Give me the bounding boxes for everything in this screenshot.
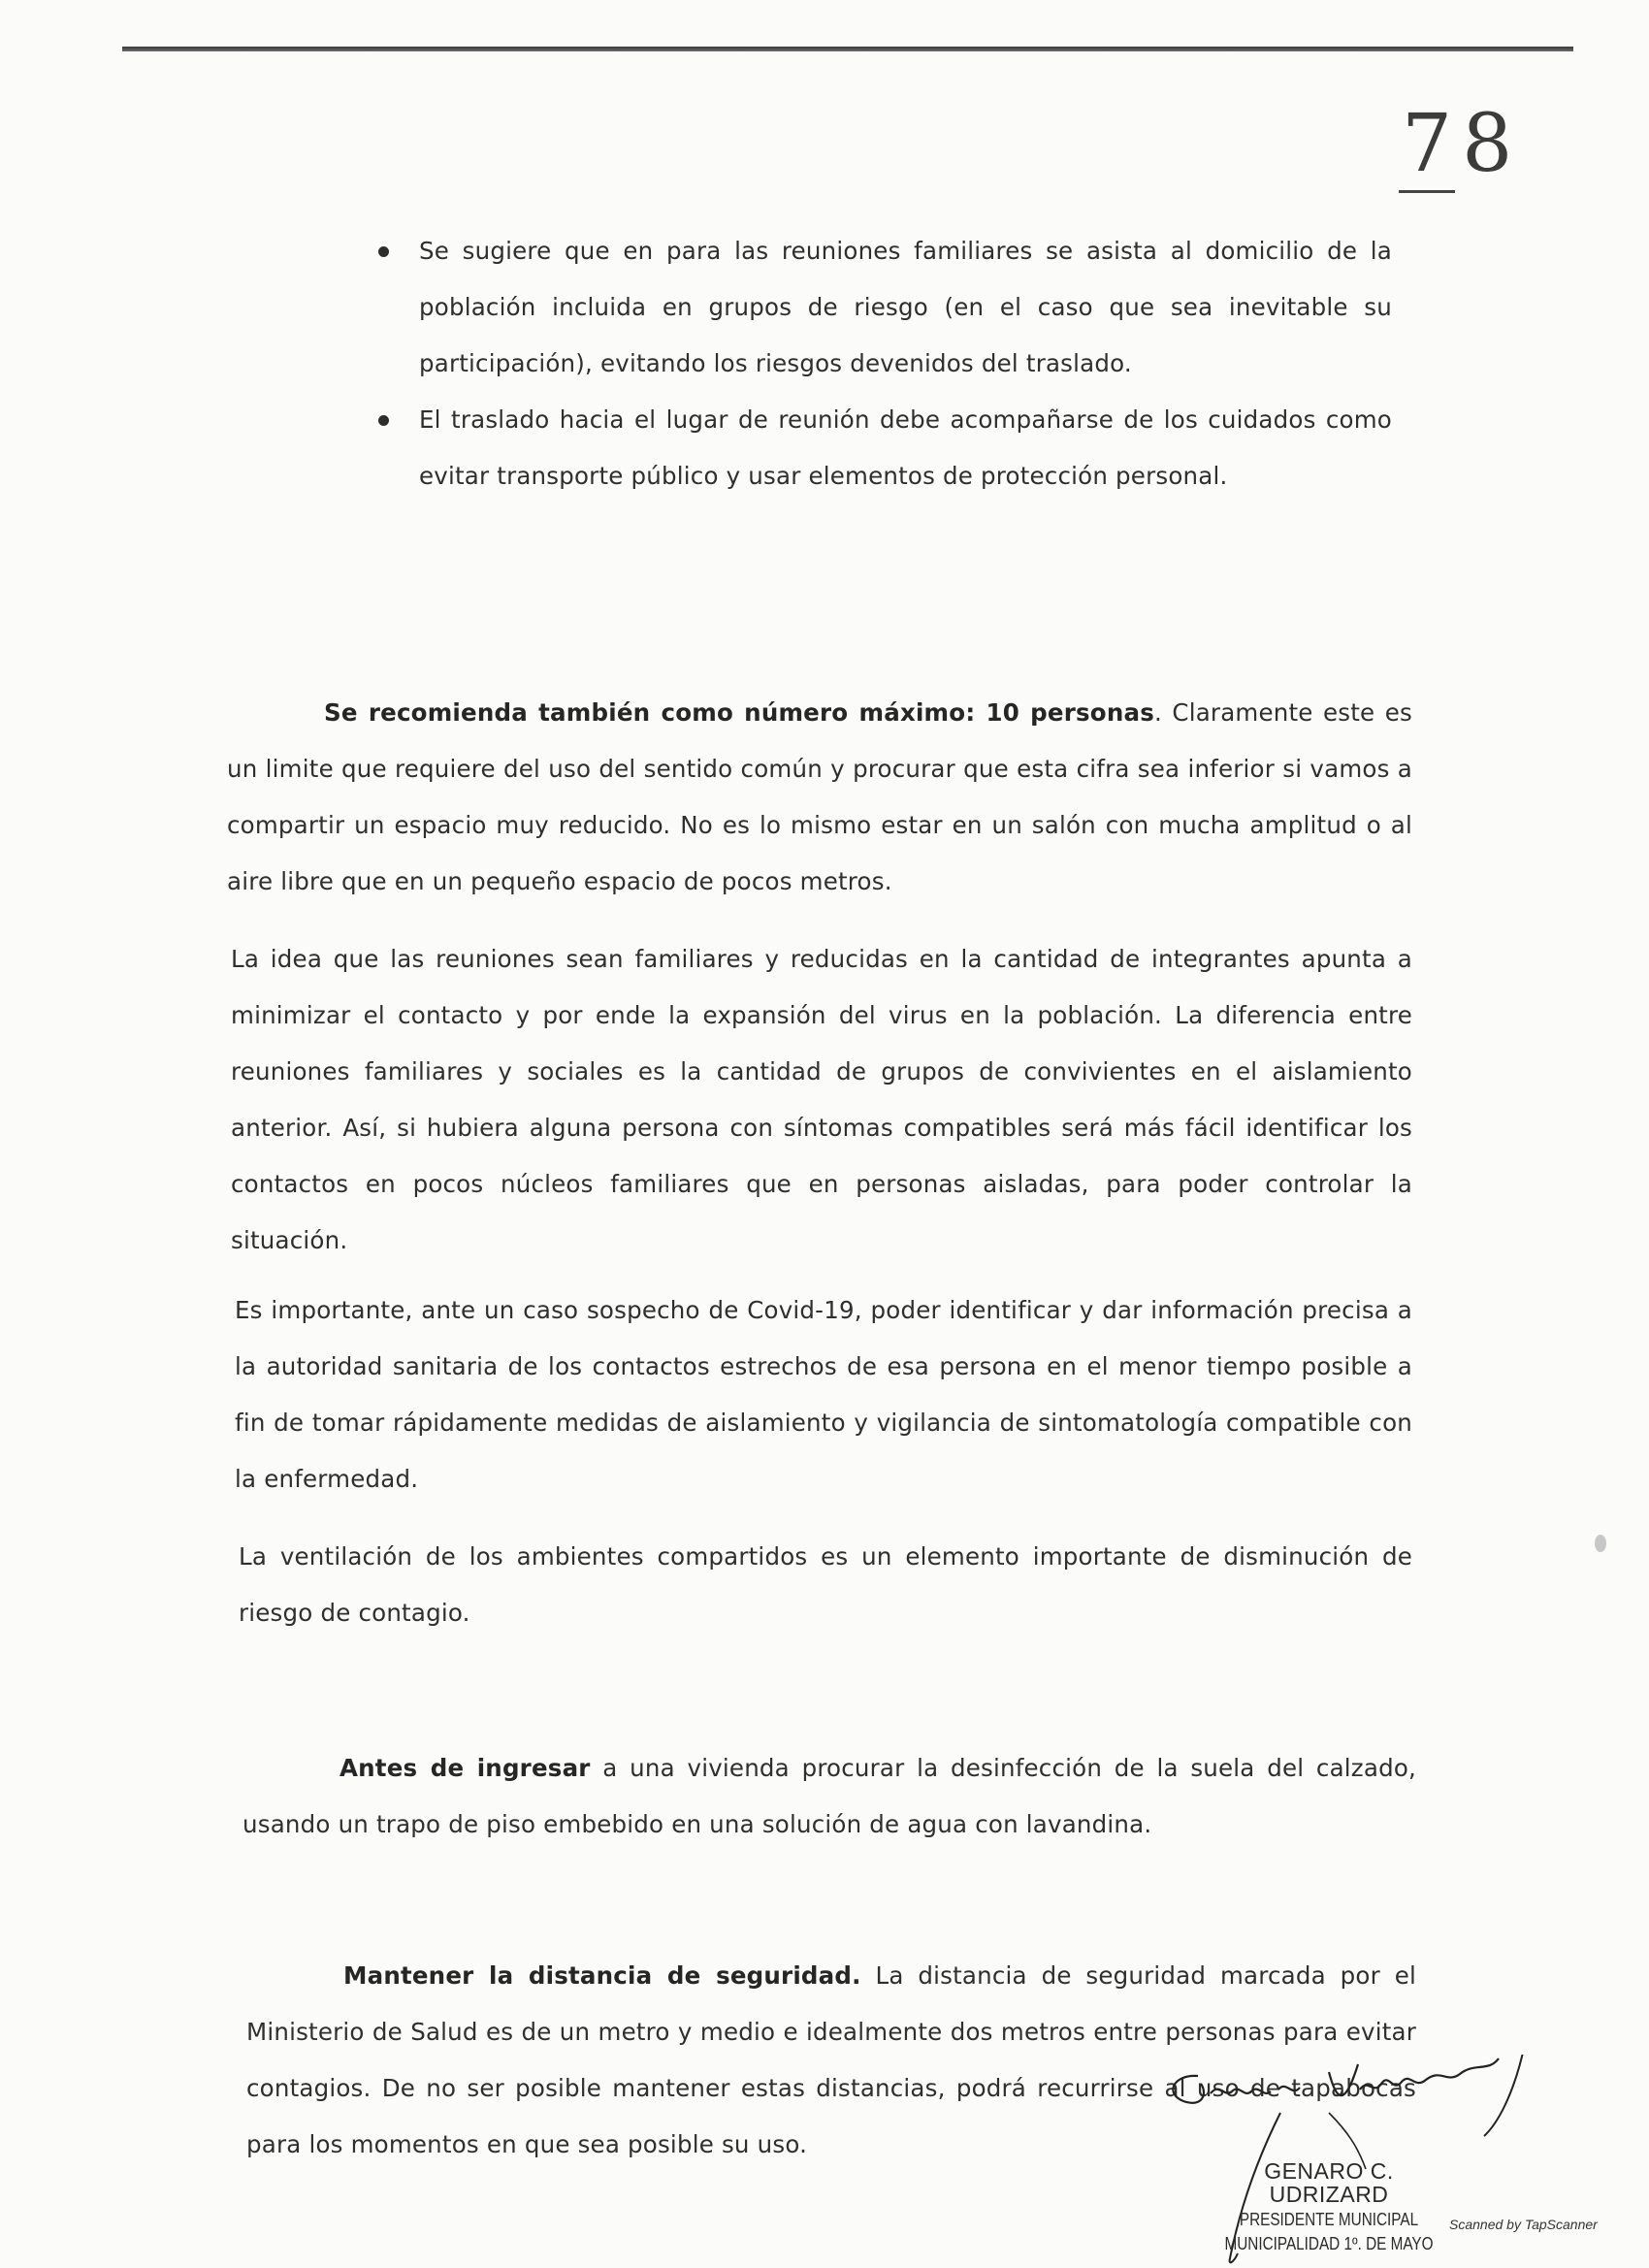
paragraph-lead-bold: Se recomienda también como número máximo: 10 personas	[324, 698, 1154, 727]
bullet-list	[369, 223, 1392, 504]
handwritten-page-number: 78	[1402, 98, 1523, 190]
stamp-name: GENARO C. UDRIZARD	[1264, 2158, 1394, 2208]
paragraph-body: a una vivienda procurar la desinfección de la suela del calzado, usando un trapo de piso embebido en una solución de agua con lavandina.	[242, 1754, 1417, 1838]
top-rule	[122, 47, 1573, 51]
official-stamp	[1203, 2159, 1455, 2253]
paragraph-lead-bold: Mantener la distancia de seguridad.	[343, 1961, 861, 1990]
paragraph-body: . Claramente este es un limite que requiere del uso del sentido común y procurar que esta cifra sea inferior si vamos a compartir un espacio muy reducido. No es lo mismo estar en un salón con mucha amplitud o al aire libre que en un pequeño espacio de pocos metros.	[227, 698, 1413, 895]
paragraph-before-entering	[242, 1740, 1416, 1853]
scanner-watermark: Scanned by TapScanner	[1449, 2217, 1598, 2232]
bullet-item	[369, 223, 1392, 392]
paragraph-ventilation: La ventilación de los ambientes compartidos es un elemento importante de disminución de riesgo de contagio.	[239, 1542, 1412, 1627]
bullet-dot-icon	[378, 246, 389, 257]
bullet-item	[369, 392, 1392, 504]
paragraph-lead-bold: Antes de ingresar	[340, 1754, 591, 1782]
page-number-underline	[1399, 190, 1455, 193]
bullet-dot-icon	[378, 415, 389, 426]
paragraph-covid: Es importante, ante un caso sospecho de Covid-19, poder identificar y dar información precisa a la autoridad sanitaria de los contactos estrechos de esa persona en el menor tiempo posible a fin de tomar rápidamente medidas de aislamiento y vigilancia de sintomatología compatible con la enfermedad.	[235, 1296, 1412, 1493]
paragraph-body: La distancia de seguridad marcada por el Ministerio de Salud es de un metro y medio e idealmente dos metros entre personas para evitar contagios. De no ser posible mantener estas distancias, podrá recurrirse al uso de tapabocas para los momentos en que sea posible su uso.	[246, 1961, 1416, 2158]
bullet-text: Se sugiere que en para las reuniones familiares se asista al domicilio de la población incluida en grupos de riesgo (en el caso que sea inevitable su participación), evitando los riesgos devenidos del traslado.	[419, 237, 1392, 377]
paragraph-idea: La idea que las reuniones sean familiares y reducidas en la cantidad de integrantes apunta a minimizar el contacto y por ende la expansión del virus en la población. La diferencia entre reuniones familiares y sociales es la cantidad de grupos de convivientes en el aislamiento anterior. Así, si hubiera alguna persona con síntomas compatibles será más fácil identificar los contactos en pocos núcleos familiares que en personas aisladas, para poder controlar la situación.	[231, 945, 1412, 1254]
stamp-organization: MUNICIPALIDAD 1º. DE MAYO	[1224, 2234, 1434, 2254]
scan-smudge	[1595, 1535, 1606, 1552]
stamp-title: PRESIDENTE MUNICIPAL	[1239, 2210, 1419, 2230]
paragraph-max-people	[227, 685, 1412, 910]
bullet-text: El traslado hacia el lugar de reunión debe acompañarse de los cuidados como evitar transporte público y usar elementos de protección personal.	[419, 405, 1392, 490]
